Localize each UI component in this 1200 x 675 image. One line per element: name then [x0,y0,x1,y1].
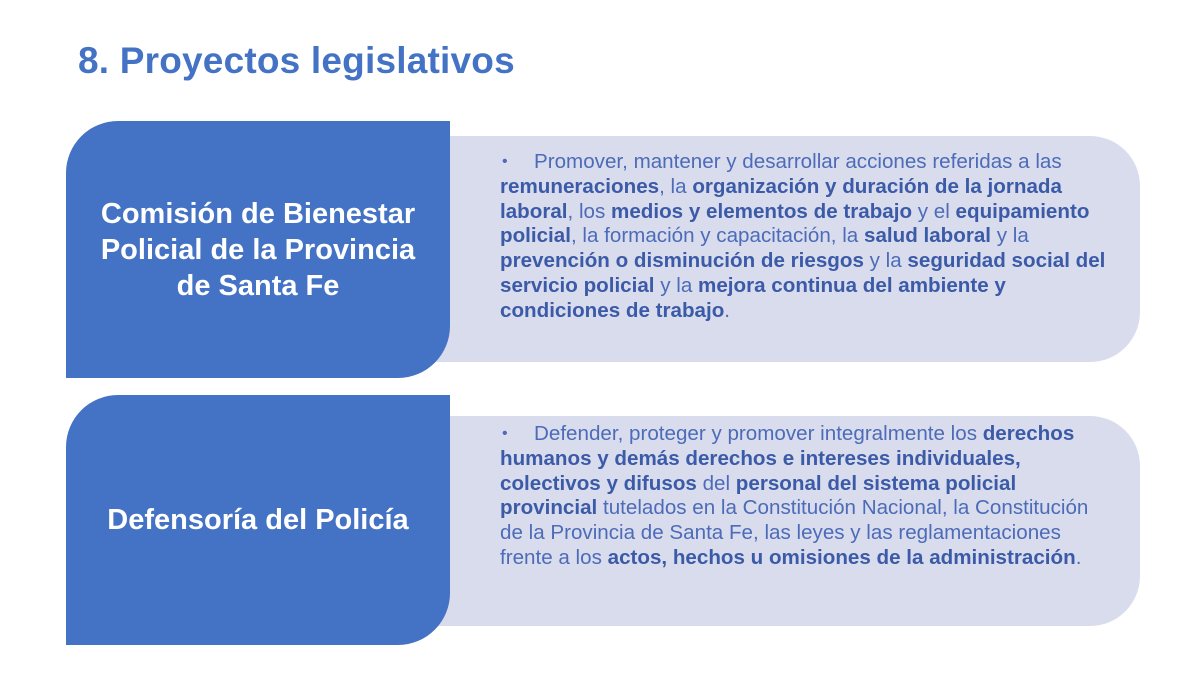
highlighted-phrase: seguridad social del servicio policial [500,249,1106,297]
text-segment: Defender, proteger y promover integralmente los [534,422,983,445]
highlighted-phrase: prevención o disminución de riesgos [500,249,864,273]
description-text-comision [500,150,1112,324]
highlighted-phrase: derechos humanos y demás derechos e intereses individuales, colectivos y difusos [500,422,1075,495]
text-segment: , los [567,199,612,223]
highlighted-phrase: actos, hechos u omisiones de la administración [607,545,1076,569]
label-comision: Comisión de Bienestar Policial de la Provincia de Santa Fe [100,197,416,302]
highlighted-phrase: remuneraciones [500,174,660,198]
text-segment: y el [912,199,956,223]
highlighted-phrase: salud laboral [863,224,992,248]
label-box-defensoria [66,395,450,645]
description-box-comision [430,136,1140,362]
description-text-defensoria [500,422,1112,571]
text-segment: . [1075,545,1082,569]
highlighted-phrase: personal del sistema policial provincial [500,471,1017,520]
text-segment: y la [863,249,908,273]
text-segment: , la formación y capacitación, la [570,224,864,248]
bullet-icon: • [502,153,508,170]
description-box-defensoria [430,416,1140,626]
highlighted-phrase: organización y duración de la jornada laboral [500,174,1062,223]
text-segment: y la [654,273,699,297]
highlighted-phrase: equipamiento policial [500,199,1090,248]
text-segment: , la [659,174,693,198]
text-segment: tutelados en la Constitución Nacional, la Constitución de la Provincia de Santa Fe, las leyes y las reglamentaciones frente a los [500,496,1089,569]
label-box-comision [66,121,450,378]
bullet-icon: • [502,425,508,442]
highlighted-phrase: mejora continua del ambiente y condiciones de trabajo [500,273,1006,322]
text-segment: Promover, mantener y desarrollar acciones referidas a las [534,150,1062,173]
label-defensoria: Defensoría del Policía [107,504,409,536]
slide-title: 8. Proyectos legislativos [78,40,515,81]
text-segment: del [696,471,736,495]
text-segment: . [724,298,731,322]
highlighted-phrase: medios y elementos de trabajo [611,199,913,223]
text-segment: y la [991,224,1029,248]
